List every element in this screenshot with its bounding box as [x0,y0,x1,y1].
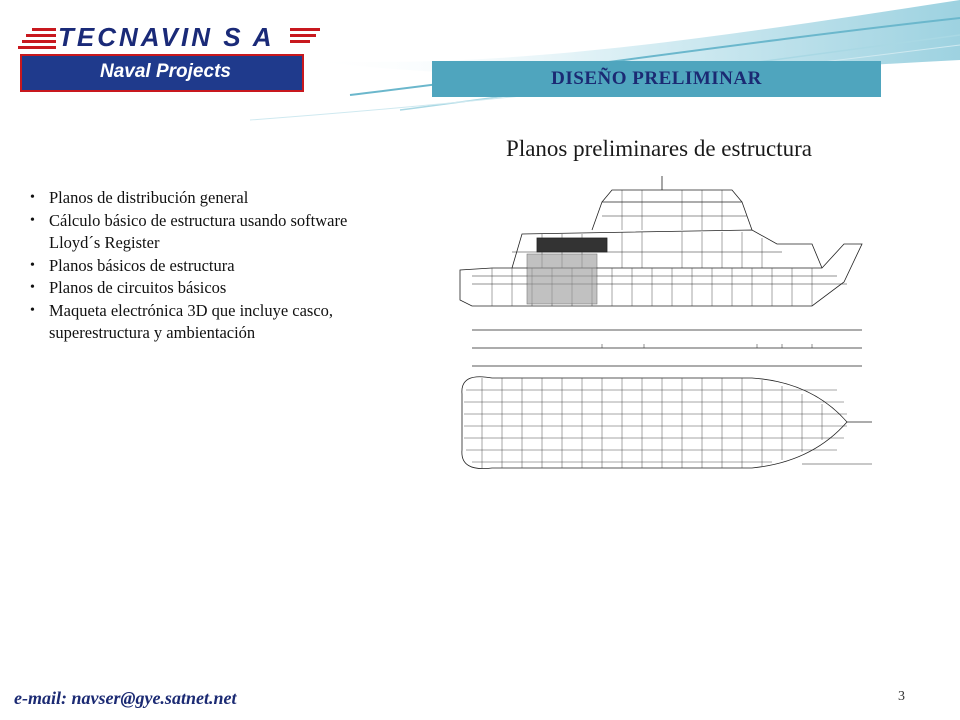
bullet-text: Planos de circuitos básicos [49,278,227,297]
section-banner: DISEÑO PRELIMINAR [432,61,881,97]
bullet-dot-icon: • [30,257,35,273]
page-number: 3 [898,689,905,704]
bullet-list [28,187,388,345]
bullet-text: Maqueta electrónica 3D que incluye casco, superestructura y ambientación [49,300,334,342]
bullet-dot-icon: • [30,190,35,205]
bullet-item [28,300,388,345]
bullet-item [28,187,388,210]
company-logo [18,10,328,85]
footer-email[interactable]: e-mail: navser@gye.satnet.net [14,688,237,708]
bullet-dot-icon: • [30,212,35,228]
bullet-dot-icon: • [30,302,35,318]
ship-structure-drawing [452,172,882,482]
slide-subtitle: Planos preliminares de estructura [506,136,812,161]
logo-subtitle-box [20,54,304,92]
logo-stripes-right [290,26,326,52]
bullet-dot-icon: • [30,280,35,295]
logo-subtitle: Naval Projects [100,61,231,82]
bullet-text: Planos de distribución general [49,188,249,207]
bullet-text: Planos básicos de estructura [49,255,235,275]
bullet-item [28,210,388,255]
bullet-item [28,255,388,278]
logo-stripes-left [18,26,58,52]
bullet-item [28,277,388,300]
logo-wordmark: TECNAVIN S A [58,22,275,52]
bullet-text: Cálculo básico de estructura usando software Lloyd´s Register [49,210,348,252]
